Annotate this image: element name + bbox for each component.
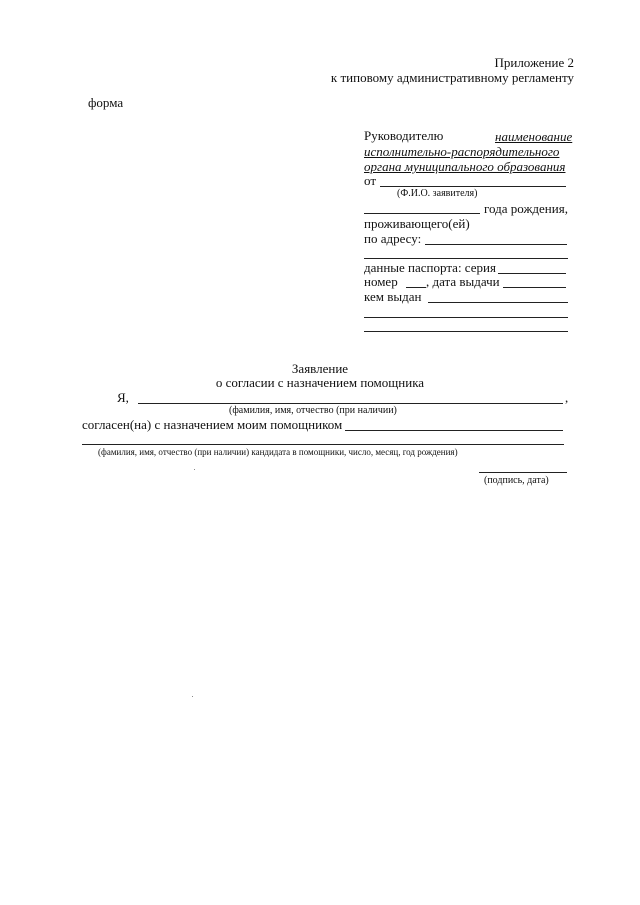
birth-year-label: года рождения, <box>484 201 568 216</box>
signature-line[interactable] <box>479 472 567 473</box>
applicant-hint: (Ф.И.О. заявителя) <box>397 188 478 199</box>
authority-name-line-1: наименование <box>495 129 573 144</box>
authority-name-line-2: исполнительно-распорядительного <box>364 144 560 159</box>
address-line-1[interactable] <box>425 244 567 245</box>
statement-comma: , <box>565 390 569 405</box>
applicant-full-name-line[interactable] <box>138 403 563 404</box>
signature-hint: (подпись, дата) <box>484 475 549 486</box>
issued-by-label: кем выдан <box>364 289 422 304</box>
issued-by-line-3[interactable] <box>364 331 568 332</box>
scan-speck <box>192 696 193 697</box>
passport-number-label: номер <box>364 274 398 289</box>
scan-speck <box>194 469 195 470</box>
assistant-name-line-2[interactable] <box>82 444 564 445</box>
candidate-hint: (фамилия, имя, отчество (при наличии) кандидата в помощники, число, месяц, год рождения) <box>98 447 458 457</box>
passport-number-line[interactable] <box>406 287 426 288</box>
applicant-name-line[interactable] <box>380 186 566 187</box>
issued-by-line-1[interactable] <box>428 302 568 303</box>
statement-title: Заявление <box>291 361 349 376</box>
statement-i-label: Я, <box>117 390 129 405</box>
form-label: форма <box>88 95 124 110</box>
authority-name-line-3: органа муниципального образования <box>364 159 566 174</box>
full-name-hint: (фамилия, имя, отчество (при наличии) <box>229 405 397 416</box>
passport-series-label: данные паспорта: серия <box>364 260 496 275</box>
from-label: от <box>364 173 377 188</box>
address-line-2[interactable] <box>364 258 568 259</box>
residing-label: проживающего(ей) <box>364 216 470 231</box>
passport-series-line[interactable] <box>498 273 566 274</box>
issue-date-label: , дата выдачи <box>426 274 500 289</box>
assistant-name-line-1[interactable] <box>345 430 563 431</box>
statement-subtitle: о согласии с назначением помощника <box>215 375 425 390</box>
address-label: по адресу: <box>364 231 422 246</box>
agree-label: согласен(на) с назначением моим помощником <box>82 417 343 432</box>
birth-year-line[interactable] <box>364 213 480 214</box>
to-head-label: Руководителю <box>364 128 444 143</box>
appendix-regulation: к типовому административному регламенту <box>330 70 574 85</box>
issued-by-line-2[interactable] <box>364 317 568 318</box>
appendix-number: Приложение 2 <box>494 55 574 70</box>
issue-date-line[interactable] <box>503 287 566 288</box>
